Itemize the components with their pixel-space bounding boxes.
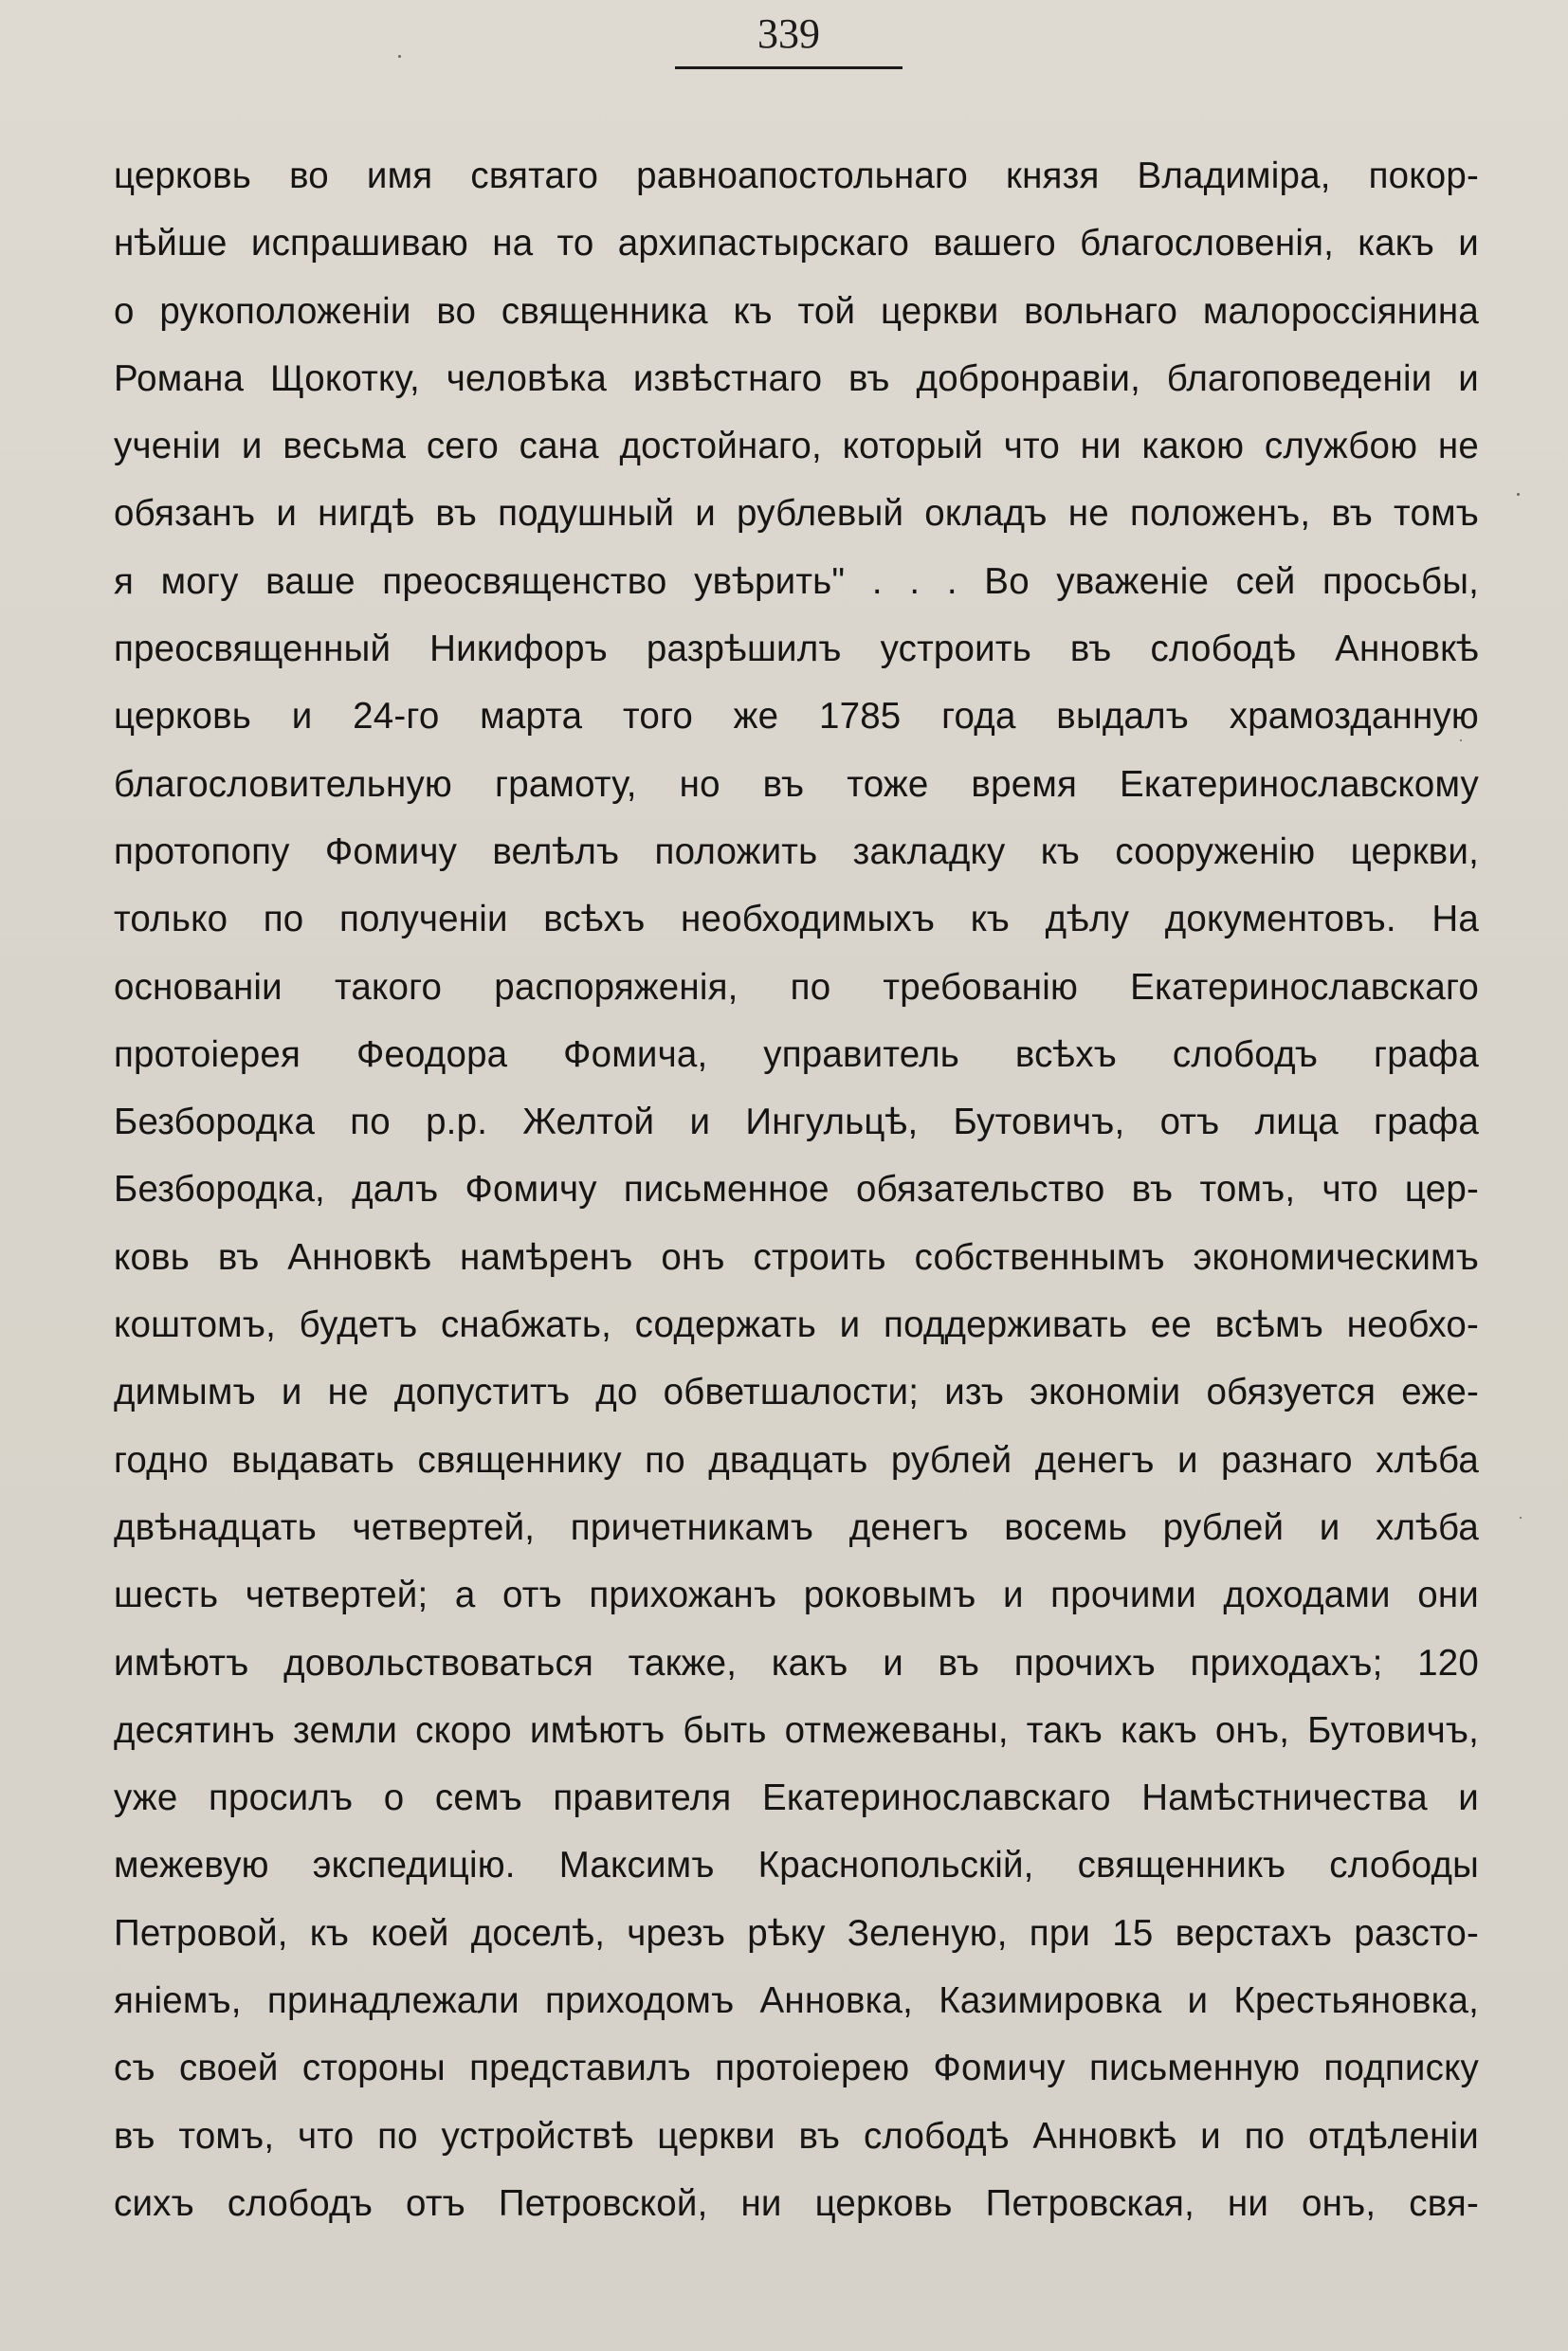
- text-line: яніемъ, принадлежали приходомъ Анновка, Казимировка и Крестьяновка,: [114, 1980, 1479, 2022]
- text-line: основаніи такого распоряженія, по требованію Екатеринославскаго: [114, 966, 1479, 1008]
- text-line: годно выдавать священнику по двадцать рублей денегъ и разнаго хлѣба: [114, 1439, 1479, 1481]
- text-line: обязанъ и нигдѣ въ подушный и рублевый окладъ не положенъ, въ томъ: [114, 493, 1479, 535]
- text-line: Петровой, къ коей доселѣ, чрезъ рѣку Зеленую, при 15 верстахъ разсто-: [114, 1912, 1479, 1954]
- text-line: съ своей стороны представилъ протоіерею Фомичу письменную подписку: [114, 2048, 1479, 2089]
- page-number-rule: [675, 66, 903, 69]
- text-line: протопопу Фомичу велѣлъ положить закладку къ сооруженію церкви,: [114, 830, 1479, 872]
- text-line: протоіерея Феодора Фомича, управитель всѣхъ слободъ графа: [114, 1033, 1479, 1075]
- paper-speck: [1517, 493, 1520, 496]
- text-line: преосвященный Никифоръ разрѣшилъ устроить въ слободѣ Анновкѣ: [114, 629, 1479, 670]
- text-line: я могу ваше преосвященство увѣрить" . . . Во уваженіе сей просьбы,: [114, 560, 1479, 602]
- text-line: имѣютъ довольствоваться также, какъ и въ прочихъ приходахъ; 120: [114, 1642, 1479, 1684]
- text-line: сихъ слободъ отъ Петровской, ни церковь Петровская, ни онъ, свя-: [114, 2182, 1479, 2224]
- text-line: Безбородка по р.р. Желтой и Ингульцѣ, Бутовичъ, отъ лица графа: [114, 1102, 1479, 1143]
- text-line: шесть четвертей; а отъ прихожанъ роковымъ и прочими доходами они: [114, 1575, 1479, 1616]
- paper-speck: [1460, 739, 1462, 741]
- text-line: димымъ и не допуститъ до обветшалости; изъ экономіи обязуется еже-: [114, 1372, 1479, 1413]
- text-line: о рукоположеніи во священника къ той церкви вольнаго малороссіянина: [114, 290, 1479, 332]
- text-line: нѣйше испрашиваю на то архипастырскаго вашего благословенія, какъ и: [114, 223, 1479, 264]
- text-line: коштомъ, будетъ снабжать, содержать и поддерживать ее всѣмъ необхо-: [114, 1304, 1479, 1346]
- page-header: [0, 10, 1568, 57]
- text-line: межевую экспедицію. Максимъ Краснопольскій, священникъ слободы: [114, 1845, 1479, 1886]
- text-line: ковь въ Анновкѣ намѣренъ онъ строить собственнымъ экономическимъ: [114, 1236, 1479, 1278]
- body-text: [114, 142, 1479, 2237]
- text-line: ученіи и весьма сего сана достойнаго, который что ни какою службою не: [114, 426, 1479, 467]
- paper-speck: [398, 55, 401, 58]
- text-line: десятинъ земли скоро имѣютъ быть отмежеваны, такъ какъ онъ, Бутовичъ,: [114, 1709, 1479, 1751]
- text-line: Романа Щокотку, человѣка извѣстнаго въ добронравіи, благоповеденіи и: [114, 357, 1479, 399]
- text-line: только по полученіи всѣхъ необходимыхъ къ дѣлу документовъ. На: [114, 899, 1479, 940]
- paper-speck: [1520, 1517, 1522, 1519]
- text-line: двѣнадцать четвертей, причетникамъ денегъ восемь рублей и хлѣба: [114, 1506, 1479, 1548]
- page-number: 339: [757, 10, 820, 57]
- text-line: церковь и 24-го марта того же 1785 года выдалъ храмозданную: [114, 696, 1479, 738]
- text-line: Безбородка, далъ Фомичу письменное обязательство въ томъ, что цер-: [114, 1169, 1479, 1211]
- text-line: уже просилъ о семъ правителя Екатеринославскаго Намѣстничества и: [114, 1777, 1479, 1819]
- text-line: въ томъ, что по устройствѣ церкви въ слободѣ Анновкѣ и по отдѣленіи: [114, 2115, 1479, 2157]
- text-line: церковь во имя святаго равноапостольнаго князя Владиміра, покор-: [114, 155, 1479, 196]
- text-line: благословительную грамоту, но въ тоже время Екатеринославскому: [114, 763, 1479, 805]
